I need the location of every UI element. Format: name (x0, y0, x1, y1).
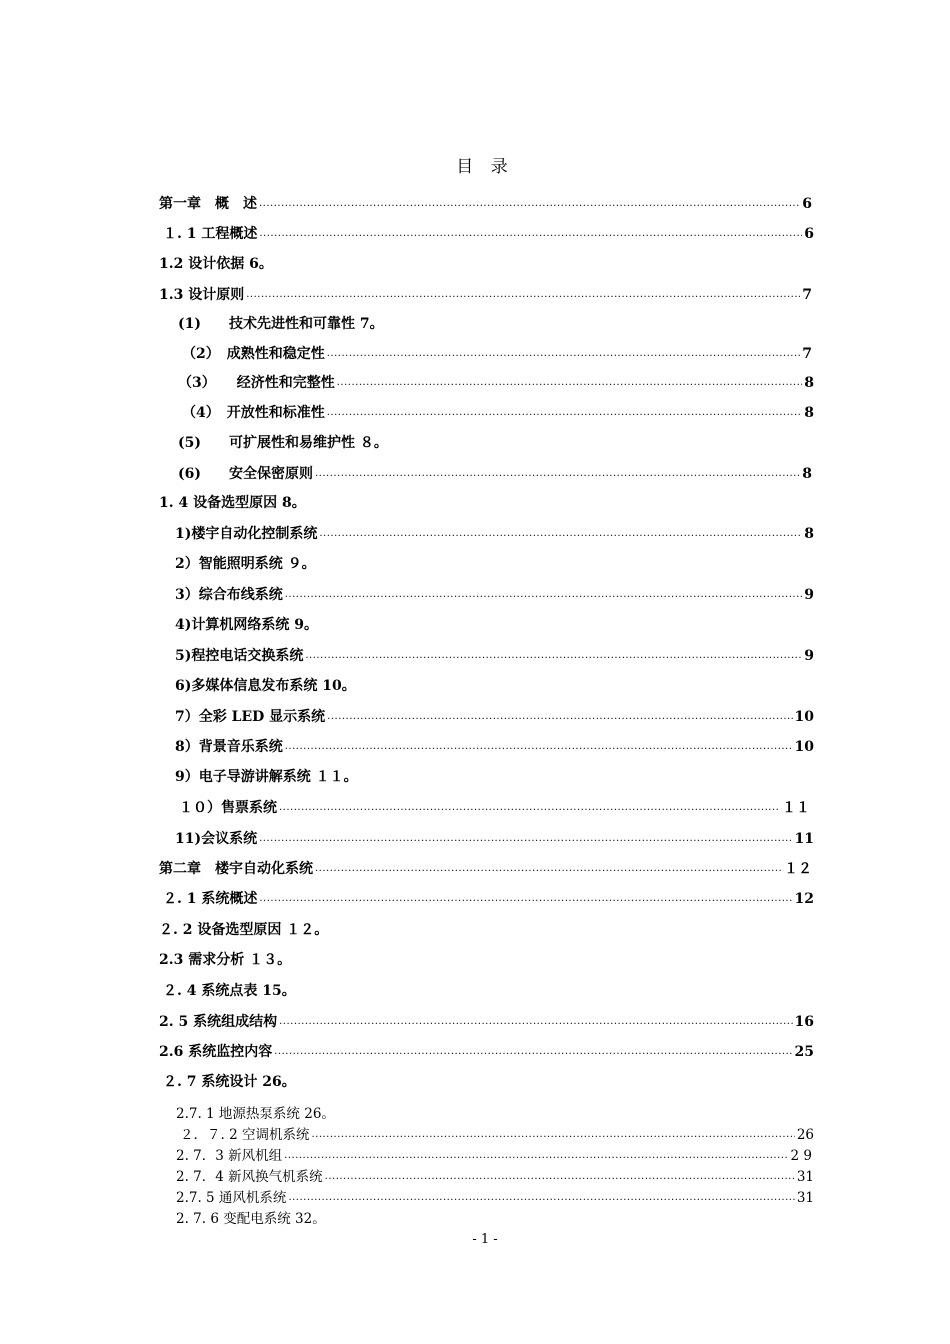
toc-entry-label: 2. 7．3 新风机组 (176, 1148, 283, 1164)
toc-entry (159, 1041, 814, 1063)
toc-entry-label: （4） 开放性和标准性 (182, 405, 325, 421)
toc-dot-leader (279, 802, 780, 813)
toc-dot-leader (259, 833, 792, 844)
toc-entry (159, 949, 291, 971)
toc-entry (178, 313, 384, 335)
toc-dot-leader (311, 1129, 794, 1140)
toc-entry-label: 7）全彩 LED 显示系统 (175, 709, 326, 725)
toc-title: 目 录 (456, 157, 514, 177)
toc-entry-label: 第一章 概 述 (159, 196, 257, 212)
toc-entry (176, 1207, 326, 1225)
toc-entry (159, 919, 328, 941)
toc-entry-page: 12 (794, 891, 814, 907)
toc-entry-label: (5) 可扩展性和易维护性 ８。 (178, 435, 388, 451)
toc-entry-label: 2.7. 1 地源热泵系统 26。 (176, 1106, 335, 1122)
toc-dot-leader (259, 198, 800, 209)
toc-entry-label: 11)会议系统 (175, 831, 258, 847)
toc-entry-label: 2. 5 系统组成结构 (159, 1014, 278, 1030)
toc-entry-page: 8 (804, 375, 814, 391)
toc-entry (163, 980, 296, 1002)
toc-entry-label: 2. 7. 6 变配电系统 32。 (176, 1211, 326, 1227)
toc-entry (178, 432, 388, 454)
toc-entry-page: 8 (804, 526, 814, 542)
toc-entry-page: 31 (796, 1169, 814, 1185)
toc-entry (175, 766, 358, 788)
toc-dot-leader (337, 377, 803, 388)
toc-entry-page: 8 (804, 405, 814, 421)
toc-entry-label: 4)计算机网络系统 9。 (175, 617, 318, 633)
toc-entry-label: 第二章 楼宇自动化系统 (159, 861, 313, 877)
toc-entry-page: 10 (794, 709, 814, 725)
toc-entry-label: 1. 4 设备选型原因 8。 (159, 495, 306, 511)
toc-dot-leader (246, 289, 800, 300)
toc-entry-page: 7 (802, 346, 812, 362)
toc-entry (159, 492, 306, 514)
toc-entry (175, 828, 814, 850)
toc-entry (163, 223, 814, 245)
toc-entry-label: １. 1 工程概述 (163, 226, 258, 242)
toc-entry (182, 402, 814, 424)
toc-entry (182, 343, 812, 365)
toc-dot-leader (288, 1192, 794, 1203)
toc-entry-page: 26 (796, 1127, 814, 1143)
toc-entry-page: 25 (794, 1044, 814, 1060)
toc-entry (176, 1186, 814, 1204)
toc-dot-leader (315, 863, 782, 874)
toc-entry (176, 1144, 812, 1162)
toc-entry-label: １０）售票系统 (179, 800, 277, 816)
toc-entry (159, 193, 812, 215)
toc-entry-page: 16 (794, 1014, 814, 1030)
toc-entry (178, 372, 814, 394)
toc-entry-page: １１ (782, 800, 810, 816)
toc-entry-page: １２ (784, 861, 812, 877)
toc-entry (175, 614, 318, 636)
toc-entry (159, 1011, 814, 1033)
toc-entry (175, 645, 814, 667)
toc-dot-leader (305, 650, 802, 661)
toc-entry-page: 8 (802, 466, 812, 482)
toc-entry-label: ２. 7 系统设计 26。 (163, 1074, 296, 1090)
toc-entry-label: 2.7. 5 通风机系统 (176, 1190, 287, 1206)
toc-entry (163, 1071, 296, 1093)
toc-entry (159, 284, 812, 306)
toc-entry-label: 3）综合布线系统 (175, 587, 283, 603)
toc-entry-label: (6) 安全保密原则 (178, 466, 313, 482)
toc-entry-label: 2.6 系统监控内容 (159, 1044, 273, 1060)
toc-entry-label: 2.3 需求分析 １３。 (159, 952, 292, 968)
toc-entry (175, 675, 356, 697)
toc-entry-label: ２. 1 系统概述 (163, 891, 258, 907)
toc-entry-label: 8）背景音乐系统 (175, 739, 283, 755)
toc-dot-leader (285, 589, 803, 600)
toc-entry-page: 10 (794, 739, 814, 755)
toc-entry (175, 706, 814, 728)
toc-entry-label: 2）智能照明系统 ９。 (175, 556, 316, 572)
toc-entry (175, 736, 814, 758)
toc-entry-page: 11 (794, 831, 814, 847)
toc-entry-page: 9 (804, 587, 814, 603)
toc-entry-label: 1.2 设计依据 6。 (159, 256, 273, 272)
toc-entry (163, 888, 814, 910)
toc-entry-label: （2） 成熟性和稳定性 (182, 346, 325, 362)
toc-entry-page: 7 (802, 287, 812, 303)
toc-dot-leader (327, 407, 803, 418)
toc-entry-label: 5)程控电话交换系统 (175, 648, 304, 664)
toc-entry-label: 2. 7．4 新风换气机系统 (176, 1169, 323, 1185)
toc-dot-leader (284, 1150, 788, 1161)
toc-entry (159, 253, 273, 275)
toc-entry (179, 797, 810, 819)
toc-entry-label: ２．７. 2 空调机系统 (180, 1127, 310, 1143)
toc-dot-leader (327, 348, 801, 359)
toc-entry-label: （3） 经济性和完整性 (178, 375, 335, 391)
toc-entry-label: ２. 4 系统点表 15。 (163, 983, 296, 999)
toc-entry-label: 6)多媒体信息发布系统 10。 (175, 678, 356, 694)
toc-dot-leader (319, 528, 802, 539)
page-number-footer: - 1 - (472, 1232, 498, 1247)
toc-entry (175, 584, 814, 606)
toc-entry (159, 858, 812, 880)
toc-entry (175, 523, 814, 545)
toc-entry (178, 463, 812, 485)
toc-entry-label: 9）电子导游讲解系统 １１。 (175, 769, 358, 785)
toc-entry-label: (1) 技术先进性和可靠性 7。 (178, 316, 384, 332)
toc-entry-page: 31 (796, 1190, 814, 1206)
toc-entry-page: 2 9 (790, 1148, 812, 1164)
toc-dot-leader (259, 228, 802, 239)
toc-dot-leader (325, 1171, 795, 1182)
toc-dot-leader (274, 1046, 792, 1057)
toc-dot-leader (327, 711, 792, 722)
toc-entry-page: 6 (802, 196, 812, 212)
toc-dot-leader (285, 741, 793, 752)
toc-entry-page: 6 (804, 226, 814, 242)
toc-entry (180, 1123, 814, 1141)
toc-dot-leader (259, 893, 792, 904)
toc-dot-leader (315, 468, 800, 479)
toc-dot-leader (279, 1016, 792, 1027)
toc-entry (176, 1102, 335, 1120)
toc-entry (175, 553, 316, 575)
toc-entry-label: 1.3 设计原则 (159, 287, 245, 303)
toc-entry-label: ２. 2 设备选型原因 １２。 (159, 922, 329, 938)
toc-entry (176, 1165, 814, 1183)
toc-entry-label: 1)楼宇自动化控制系统 (175, 526, 318, 542)
toc-entry-page: 9 (804, 648, 814, 664)
